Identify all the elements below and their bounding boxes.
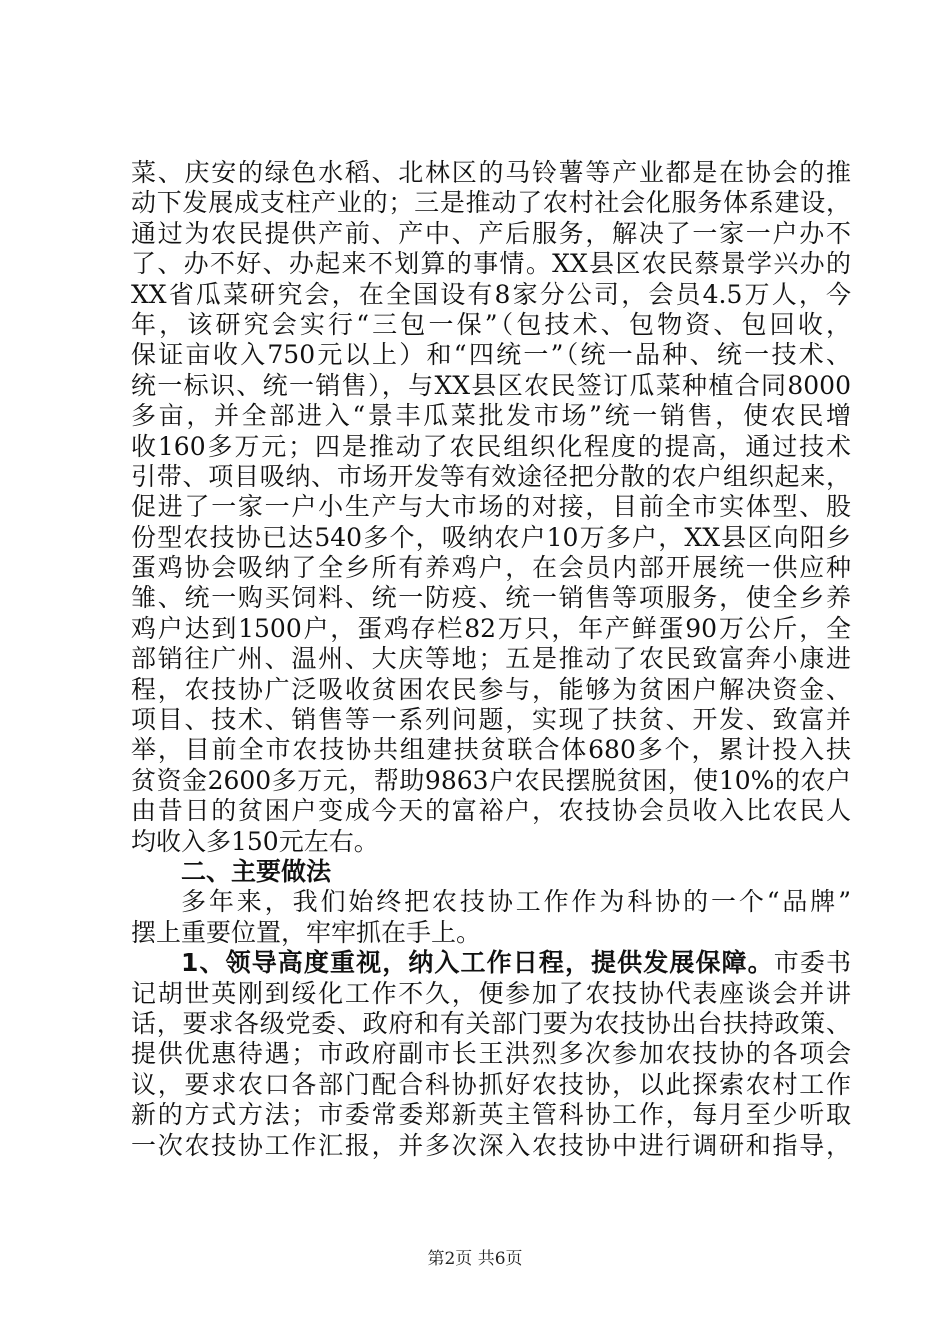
text-line: 菜、庆安的绿色水稻、北林区的马铃薯等产业都是在协会的推	[131, 158, 851, 187]
paragraph-intro	[131, 887, 851, 948]
text-line: 新的方式方法；市委常委郑新英主管科协工作，每月至少听取	[131, 1100, 851, 1130]
paragraph-leadership-first-line	[131, 948, 851, 978]
text-line: 雏、统一购买饲料、统一防疫、统一销售等项服务，使全乡养	[131, 583, 851, 613]
text-line: 保证亩收入750元以上）和“四统一”（统一品种、统一技术、	[131, 340, 851, 370]
text-line: 年，该研究会实行“三包一保”（包技术、包物资、包回收，	[131, 309, 851, 339]
text-line: 收160多万元；四是推动了农民组织化程度的提高，通过技术	[131, 431, 851, 461]
text-line: 多亩，并全部进入“景丰瓜菜批发市场”统一销售，使农民增	[131, 401, 851, 431]
paragraph-leadership-heading: 1、领导高度重视，纳入工作日程，提供发展保障。	[181, 948, 774, 978]
text-line: 程，农技协广泛吸收贫困农民参与，能够为贫困户解决资金、	[131, 674, 851, 704]
text-line: XX省瓜菜研究会，在全国设有8家分公司，会员4.5万人，今	[131, 279, 851, 309]
text-line: 促进了一家一户小生产与大市场的对接，目前全市实体型、股	[131, 492, 851, 522]
text-line: 举，目前全市农技协共组建扶贫联合体680多个，累计投入扶	[131, 735, 851, 765]
text-line: 蛋鸡协会吸纳了全乡所有养鸡户，在会员内部开展统一供应种	[131, 553, 851, 583]
paragraph-achievements	[131, 158, 851, 857]
text-line: 多年来，我们始终把农技协工作作为科协的一个“品牌”	[181, 887, 851, 917]
text-line: 项目、技术、销售等一系列问题，实现了扶贫、开发、致富并	[131, 705, 851, 735]
text-line: 记胡世英刚到绥化工作不久，便参加了农技协代表座谈会并讲	[131, 978, 851, 1008]
text-line: 均收入多150元左右。	[131, 826, 379, 856]
paragraph-leadership	[131, 979, 851, 1161]
section-heading: 二、主要做法	[181, 856, 332, 886]
text-line: 贫资金2600多万元，帮助9863户农民摆脱贫困，使10%的农户	[131, 765, 851, 795]
document-body	[131, 158, 851, 1161]
text-line: 一次农技协工作汇报，并多次深入农技协中进行调研和指导，	[131, 1130, 851, 1160]
text-line: 鸡户达到1500户，蛋鸡存栏82万只，年产鲜蛋90万公斤，全	[131, 613, 851, 643]
text-line: 议，要求农口各部门配合科协抓好农技协，以此探索农村工作	[131, 1069, 851, 1099]
text-line: 话，要求各级党委、政府和有关部门要为农技协出台扶持政策、	[131, 1008, 851, 1038]
text-line: 统一标识、统一销售），与XX县区农民签订瓜菜种植合同8000	[131, 370, 851, 400]
text-line: 通过为农民提供产前、产中、产后服务，解决了一家一户办不	[131, 218, 851, 248]
text-line: 部销往广州、温州、大庆等地；五是推动了农民致富奔小康进	[131, 644, 851, 674]
page-footer: 第2页 共6页	[427, 1249, 523, 1269]
text-line: 动下发展成支柱产业的；三是推动了农村社会化服务体系建设，	[131, 188, 851, 218]
paragraph-leadership-first-rest: 市委书	[773, 948, 851, 978]
text-line: 摆上重要位置，牢牢抓在手上。	[131, 917, 482, 947]
text-line: 了、办不好、办起来不划算的事情。XX县区农民蔡景学兴办的	[131, 249, 851, 279]
text-line: 提供优惠待遇；市政府副市长王洪烈多次参加农技协的各项会	[131, 1039, 851, 1069]
text-line: 由昔日的贫困户变成今天的富裕户，农技协会员收入比农民人	[131, 796, 851, 826]
text-line: 份型农技协已达540多个，吸纳农户10万多户，XX县区向阳乡	[131, 522, 851, 552]
text-line: 引带、项目吸纳、市场开发等有效途径把分散的农户组织起来，	[131, 461, 851, 491]
